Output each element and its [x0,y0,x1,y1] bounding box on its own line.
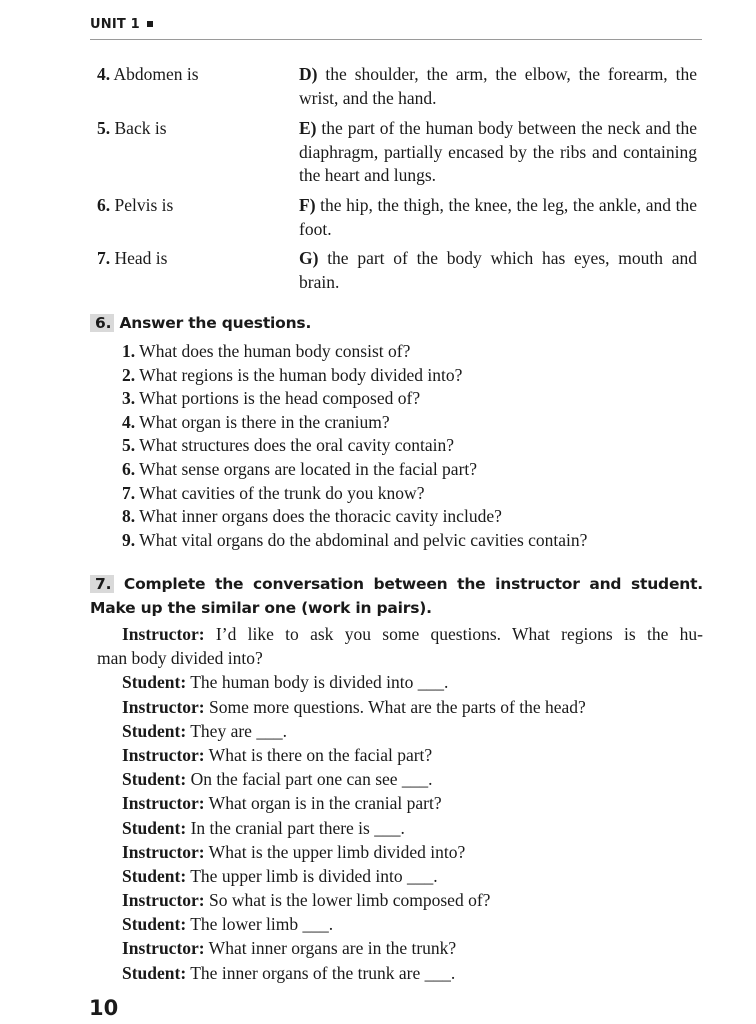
definition-text: the shoulder, the arm, the elbow, the forearm, the wrist, and the hand. [299,64,697,108]
dialog-line [97,816,703,840]
dialog-line [97,670,703,694]
dialog-text: I’d like to ask you some questions. What regions is the hu- [204,624,703,644]
exercise-number-badge: 7. [90,575,114,593]
question-number: 2. [122,364,136,385]
speaker-label: Instructor: [122,890,205,911]
matching-term [97,248,167,269]
term-text: Back is [110,118,167,138]
question-number: 3. [122,388,136,409]
exercise-title-text: Answer the questions. [114,314,312,332]
running-header [90,17,702,40]
matching-definition [299,194,697,241]
dialog-text-continued: man body divided into? [97,648,263,669]
dialog-line [97,767,703,791]
speaker-label: Instructor: [122,938,205,959]
speaker-label: Student: [122,865,187,886]
question-number: 4. [122,411,136,432]
question-number: 9. [122,529,136,550]
term-number: 6. [97,195,111,215]
dialog-text: The human body is divided into ___. [186,672,449,693]
dialog-line [97,791,703,815]
speaker-label: Instructor: [122,744,205,765]
question-number: 7. [122,482,136,503]
question-text: What organ is there in the cranium? [135,411,390,432]
question-number: 8. [122,506,136,527]
definition-letter: D) [299,64,318,84]
definition-letter: E) [299,118,317,138]
dialog-line [97,840,703,864]
list-item [122,387,587,411]
definition-text: the part of the body which has eyes, mouth and brain. [299,248,697,292]
dialog-line [97,719,703,743]
speaker-label: Student: [122,817,187,838]
list-item [122,482,587,506]
dialog-text: Some more questions. What are the parts of the head? [204,696,586,717]
list-item [122,529,587,553]
exercise-title-line: Make up the similar one (work in pairs). [90,599,432,617]
dialog-text: On the facial part one can see ___. [186,769,433,790]
matching-definition [299,117,697,188]
dialog-line [97,695,703,719]
speaker-label: Student: [122,769,187,790]
term-number: 7. [97,248,111,268]
dialog-text: What is there on the facial part? [204,744,433,765]
exercise-6-title [90,314,311,332]
list-item [122,434,587,458]
speaker-label: Student: [122,720,187,741]
list-item [122,458,587,482]
list-item [122,340,587,364]
dialog-text: They are ___. [186,720,287,741]
dialog-text: The upper limb is divided into ___. [186,865,438,886]
dialog-text: So what is the lower limb composed of? [204,890,491,911]
question-list [122,340,587,552]
definition-text: the part of the human body between the neck and the diaphragm, partially encased by the ribs and containing the heart and lungs. [299,118,697,185]
matching-term [97,195,173,216]
question-text: What inner organs does the thoracic cavity include? [135,506,502,527]
dialog-line [97,864,703,888]
speaker-label: Student: [122,672,187,693]
speaker-label: Student: [122,962,187,983]
dialog-line [97,622,703,646]
question-number: 6. [122,458,136,479]
list-item [122,411,587,435]
dialog-text: In the cranial part there is ___. [186,817,405,838]
exercise-title-line [90,572,703,596]
question-text: What cavities of the trunk do you know? [135,482,425,503]
exercise-number-badge: 6. [90,314,114,332]
question-text: What structures does the oral cavity contain? [135,435,455,456]
definition-text: the hip, the thigh, the knee, the leg, the ankle, and the foot. [299,195,697,239]
list-item [122,364,587,388]
unit-label-text: UNIT 1 [90,17,140,32]
speaker-label: Instructor: [122,624,205,644]
dialog-text: The inner organs of the trunk are ___. [186,962,456,983]
definition-letter: F) [299,195,316,215]
page-number: 10 [89,996,119,1020]
term-text: Abdomen is [110,64,199,84]
question-text: What vital organs do the abdominal and pelvic cavities contain? [135,529,588,550]
question-number: 5. [122,435,136,456]
matching-term [97,64,199,85]
question-text: What regions is the human body divided into? [135,364,463,385]
term-text: Head is [110,248,168,268]
exercise-7-title [90,572,703,620]
dialog-line [97,912,703,936]
question-text: What portions is the head composed of? [135,388,421,409]
dialog-text: What inner organs are in the trunk? [204,938,457,959]
list-item [122,505,587,529]
term-number: 5. [97,118,111,138]
definition-letter: G) [299,248,319,268]
matching-definition [299,63,697,110]
dialog-text: The lower limb ___. [186,914,334,935]
question-text: What sense organs are located in the facial part? [135,458,478,479]
term-number: 4. [97,64,111,84]
question-text: What does the human body consist of? [135,341,411,361]
dialog-text: What is the upper limb divided into? [204,841,466,862]
speaker-label: Instructor: [122,793,205,814]
dialog-line [97,888,703,912]
conversation [97,622,703,985]
speaker-label: Student: [122,914,187,935]
dialog-line [97,961,703,985]
term-text: Pelvis is [110,195,174,215]
matching-definition [299,247,697,294]
speaker-label: Instructor: [122,841,205,862]
exercise-title-text: Complete the conversation between the instructor and student. [114,575,703,593]
question-number: 1. [122,341,136,361]
matching-term [97,118,167,139]
dialog-line [97,936,703,960]
dialog-line [97,743,703,767]
dialog-text: What organ is in the cranial part? [204,793,442,814]
square-bullet-icon [147,21,153,27]
unit-label [90,17,153,32]
speaker-label: Instructor: [122,696,205,717]
